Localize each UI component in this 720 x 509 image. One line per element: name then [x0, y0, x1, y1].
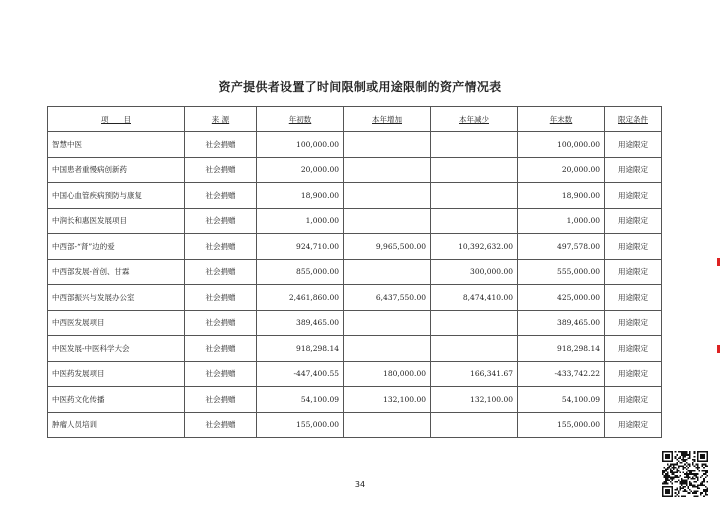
cell-source: 社会捐赠: [185, 234, 257, 260]
cell-condition: 用途限定: [605, 361, 662, 387]
cell-condition: 用途限定: [605, 183, 662, 209]
header-item: 项 目: [48, 107, 185, 132]
cell-item: 中西部-“肾”边的爱: [48, 234, 185, 260]
cell-increase: 9,965,500.00: [344, 234, 431, 260]
cell-source: 社会捐赠: [185, 285, 257, 311]
cell-decrease: 8,474,410.00: [431, 285, 518, 311]
restricted-assets-table: [47, 106, 662, 438]
cell-condition: 用途限定: [605, 208, 662, 234]
cell-closing: 20,000.00: [518, 157, 605, 183]
cell-decrease: 10,392,632.00: [431, 234, 518, 260]
cell-increase: [344, 336, 431, 362]
cell-opening: 18,900.00: [257, 183, 344, 209]
table-row: [48, 310, 662, 336]
cell-item: 中西医发展项目: [48, 310, 185, 336]
cell-source: 社会捐赠: [185, 361, 257, 387]
cell-decrease: [431, 157, 518, 183]
cell-condition: 用途限定: [605, 132, 662, 158]
table-row: [48, 208, 662, 234]
cell-source: 社会捐赠: [185, 208, 257, 234]
cell-item: 中西部发展-首创、甘霖: [48, 259, 185, 285]
cell-opening: 855,000.00: [257, 259, 344, 285]
cell-source: 社会捐赠: [185, 132, 257, 158]
cell-increase: 180,000.00: [344, 361, 431, 387]
cell-decrease: [431, 132, 518, 158]
cell-item: 肿瘤人员培训: [48, 412, 185, 438]
cell-increase: [344, 310, 431, 336]
cell-source: 社会捐赠: [185, 310, 257, 336]
cell-decrease: [431, 208, 518, 234]
header-condition: 限定条件: [605, 107, 662, 132]
cell-source: 社会捐赠: [185, 259, 257, 285]
header-increase: 本年增加: [344, 107, 431, 132]
cell-closing: 918,298.14: [518, 336, 605, 362]
cell-item: 中国患者重慢病创新药: [48, 157, 185, 183]
qr-code: [662, 451, 708, 497]
cell-item: 中润长和惠医发展项目: [48, 208, 185, 234]
cell-condition: 用途限定: [605, 157, 662, 183]
cell-source: 社会捐赠: [185, 157, 257, 183]
cell-source: 社会捐赠: [185, 183, 257, 209]
cell-increase: [344, 132, 431, 158]
cell-opening: 389,465.00: [257, 310, 344, 336]
page-title: 资产提供者设置了时间限制或用途限制的资产情况表: [218, 80, 502, 94]
cell-increase: 132,100.00: [344, 387, 431, 413]
cell-closing: 100,000.00: [518, 132, 605, 158]
table-row: [48, 132, 662, 158]
table-row: [48, 361, 662, 387]
cell-closing: 389,465.00: [518, 310, 605, 336]
header-source: 来 源: [185, 107, 257, 132]
header-decrease: 本年减少: [431, 107, 518, 132]
cell-opening: 155,000.00: [257, 412, 344, 438]
cell-closing: -433,742.22: [518, 361, 605, 387]
cell-increase: [344, 183, 431, 209]
cell-closing: 555,000.00: [518, 259, 605, 285]
table-row: [48, 412, 662, 438]
table-header-row: [48, 107, 662, 132]
cell-condition: 用途限定: [605, 310, 662, 336]
cell-opening: 918,298.14: [257, 336, 344, 362]
cell-item: 中西部振兴与发展办公室: [48, 285, 185, 311]
cell-decrease: [431, 183, 518, 209]
cell-item: 智慧中医: [48, 132, 185, 158]
cell-source: 社会捐赠: [185, 412, 257, 438]
table-row: [48, 157, 662, 183]
page-number: 34: [354, 480, 366, 489]
cell-opening: 100,000.00: [257, 132, 344, 158]
cell-opening: 1,000.00: [257, 208, 344, 234]
cell-item: 中国心血管疾病预防与康复: [48, 183, 185, 209]
cell-decrease: 166,341.67: [431, 361, 518, 387]
cell-closing: 1,000.00: [518, 208, 605, 234]
cell-decrease: 132,100.00: [431, 387, 518, 413]
cell-condition: 用途限定: [605, 259, 662, 285]
table-row: [48, 183, 662, 209]
cell-closing: 54,100.09: [518, 387, 605, 413]
cell-closing: 425,000.00: [518, 285, 605, 311]
cell-source: 社会捐赠: [185, 336, 257, 362]
cell-decrease: [431, 412, 518, 438]
header-opening: 年初数: [257, 107, 344, 132]
cell-decrease: [431, 310, 518, 336]
cell-opening: 924,710.00: [257, 234, 344, 260]
cell-condition: 用途限定: [605, 387, 662, 413]
table-row: [48, 259, 662, 285]
cell-item: 中医药发展项目: [48, 361, 185, 387]
cell-closing: 18,900.00: [518, 183, 605, 209]
cell-item: 中医药文化传播: [48, 387, 185, 413]
cell-source: 社会捐赠: [185, 387, 257, 413]
cell-increase: [344, 259, 431, 285]
cell-decrease: [431, 336, 518, 362]
table-row: [48, 234, 662, 260]
cell-opening: -447,400.55: [257, 361, 344, 387]
table-row: [48, 387, 662, 413]
cell-increase: [344, 208, 431, 234]
cell-condition: 用途限定: [605, 412, 662, 438]
cell-decrease: 300,000.00: [431, 259, 518, 285]
cell-increase: [344, 412, 431, 438]
table-body: [48, 132, 662, 438]
cell-opening: 20,000.00: [257, 157, 344, 183]
cell-opening: 2,461,860.00: [257, 285, 344, 311]
cell-closing: 497,578.00: [518, 234, 605, 260]
table-row: [48, 285, 662, 311]
header-closing: 年末数: [518, 107, 605, 132]
cell-increase: [344, 157, 431, 183]
cell-opening: 54,100.09: [257, 387, 344, 413]
cell-condition: 用途限定: [605, 234, 662, 260]
cell-condition: 用途限定: [605, 336, 662, 362]
cell-closing: 155,000.00: [518, 412, 605, 438]
cell-condition: 用途限定: [605, 285, 662, 311]
cell-item: 中医发展-中医科学大会: [48, 336, 185, 362]
cell-increase: 6,437,550.00: [344, 285, 431, 311]
table-row: [48, 336, 662, 362]
